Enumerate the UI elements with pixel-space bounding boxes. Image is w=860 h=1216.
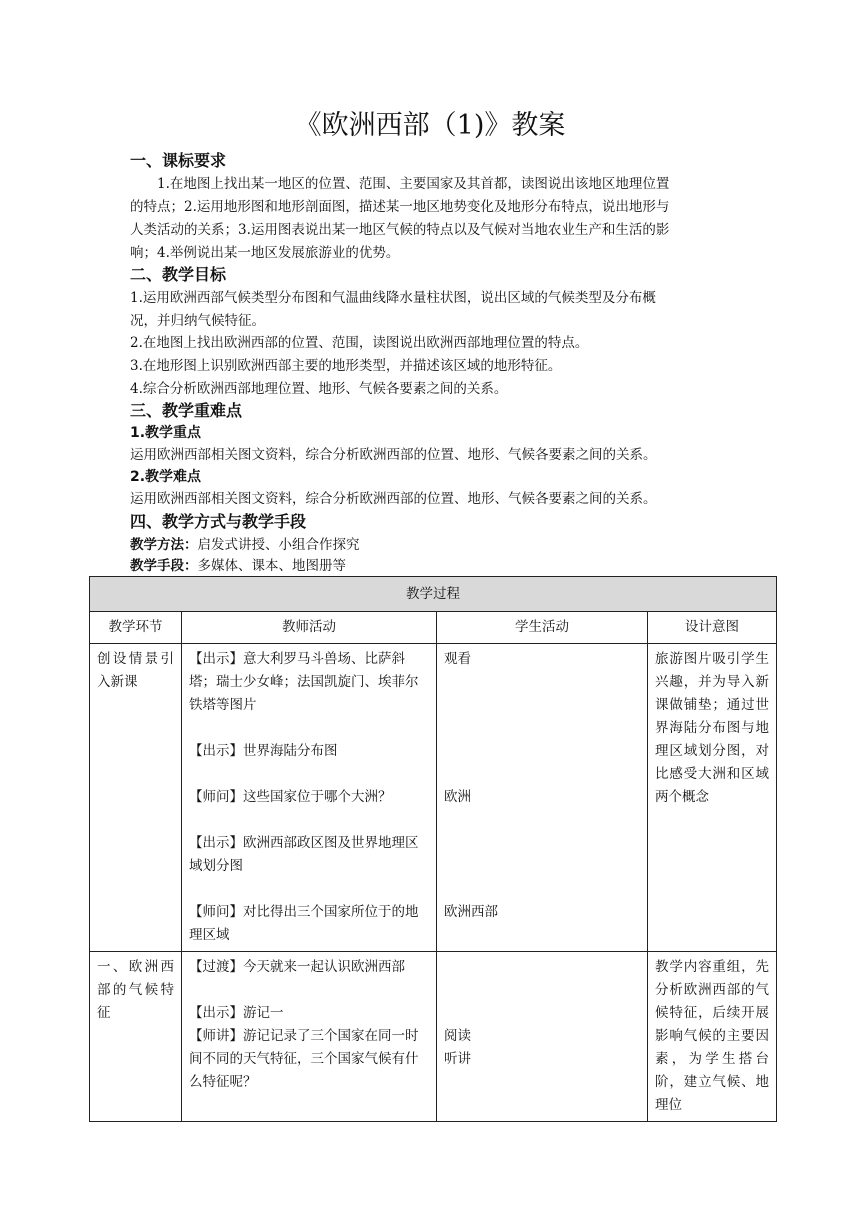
design-intent-cell: 旅游图片吸引学生兴趣，并为导入新课做铺垫；通过世界海陆分布图与地理区域划分图，对比感受大洲和区域两个概念 bbox=[648, 644, 777, 952]
student-activity-item: 观看 bbox=[444, 651, 471, 667]
page-title: 《欧洲西部（1)》教案 bbox=[294, 110, 566, 141]
teacher-activity-item: 【出示】世界海陆分布图 bbox=[189, 743, 338, 759]
objective-line-2: 况，并归纳气候特征。 bbox=[130, 313, 265, 329]
standards-line-3: 人类活动的关系；3.运用图表说出某一地区气候的特点以及气候对当地农业生产和生活的影 bbox=[130, 222, 670, 238]
teacher-activity-item: 【师问】这些国家位于哪个大洲？ bbox=[189, 789, 392, 805]
difficulty-label: 2.教学难点 bbox=[130, 469, 202, 485]
student-activity-item: 阅读 bbox=[444, 1028, 471, 1044]
standards-line-4: 响；4.举例说出某一地区发展旅游业的优势。 bbox=[130, 245, 400, 261]
teacher-activity-cell bbox=[182, 644, 437, 952]
teacher-activity-item: 【出示】意大利罗马斗兽场、比萨斜塔；瑞士少女峰；法国凯旋门、埃菲尔铁塔等图片 bbox=[189, 651, 419, 713]
objective-line-5: 4.综合分析欧洲西部地理位置、地形、气候各要素之间的关系。 bbox=[130, 381, 508, 397]
objective-line-4: 3.在地形图上识别欧洲西部主要的地形类型，并描述该区域的地形特征。 bbox=[130, 358, 562, 374]
table-row bbox=[90, 952, 777, 1122]
standards-line-1: 1.在地图上找出某一地区的位置、范围、主要国家及其首都，读图说出该地区地理位置 bbox=[157, 176, 670, 192]
stage-cell: 一、欧洲西部的气候特征 bbox=[90, 952, 182, 1122]
teacher-activity-item: 【出示】游记一 bbox=[189, 1005, 284, 1021]
student-activity-item: 欧洲西部 bbox=[444, 904, 498, 920]
teaching-method bbox=[130, 534, 360, 556]
section-heading-methods: 四、教学方式与教学手段 bbox=[130, 512, 307, 531]
table-row bbox=[90, 644, 777, 952]
objective-line-1: 1.运用欧洲西部气候类型分布图和气温曲线降水量柱状图，说出区域的气候类型及分布概 bbox=[130, 290, 656, 306]
key-point-text: 运用欧洲西部相关图文资料，综合分析欧洲西部的位置、地形、气候各要素之间的关系。 bbox=[130, 447, 657, 463]
standards-line-2: 的特点；2.运用地形图和地形剖面图，描述某一地区地势变化及地形分布特点，说出地形与 bbox=[130, 199, 670, 215]
teacher-activity-cell bbox=[182, 952, 437, 1122]
student-activity-cell bbox=[437, 644, 648, 952]
teaching-means bbox=[130, 555, 346, 577]
teaching-method-text: 启发式讲授、小组合作探究 bbox=[197, 537, 360, 553]
teaching-means-text: 多媒体、课本、地图册等 bbox=[197, 558, 346, 574]
table-caption: 教学过程 bbox=[90, 577, 777, 612]
header-design-intent: 设计意图 bbox=[648, 612, 777, 644]
difficulty-text: 运用欧洲西部相关图文资料，综合分析欧洲西部的位置、地形、气候各要素之间的关系。 bbox=[130, 491, 657, 507]
section-heading-standards: 一、课标要求 bbox=[130, 151, 227, 170]
key-point-label: 1.教学重点 bbox=[130, 425, 202, 441]
header-stage: 教学环节 bbox=[90, 612, 182, 644]
student-activity-item: 欧洲 bbox=[444, 789, 471, 805]
student-activity-cell bbox=[437, 952, 648, 1122]
teacher-activity-item: 【出示】欧洲西部政区图及世界地理区域划分图 bbox=[189, 835, 419, 874]
section-heading-key-points: 三、教学重难点 bbox=[130, 401, 243, 420]
section-heading-objectives: 二、教学目标 bbox=[130, 265, 227, 284]
stage-cell: 创设情景引入新课 bbox=[90, 644, 182, 952]
teaching-means-label: 教学手段： bbox=[130, 558, 198, 574]
table-caption-row bbox=[90, 577, 777, 612]
objective-line-3: 2.在地图上找出欧洲西部的位置、范围，读图说出欧洲西部地理位置的特点。 bbox=[130, 335, 589, 351]
teaching-method-label: 教学方法： bbox=[130, 537, 198, 553]
header-teacher-activity: 教师活动 bbox=[182, 612, 437, 644]
design-intent-cell: 教学内容重组，先分析欧洲西部的气候特征，后续开展影响气候的主要因素，为学生搭台阶，建立气候、地理位 bbox=[648, 952, 777, 1122]
student-activity-item: 听讲 bbox=[444, 1051, 471, 1067]
table-header-row bbox=[90, 612, 777, 644]
teacher-activity-item: 【师问】对比得出三个国家所位于的地理区域 bbox=[189, 904, 419, 943]
teacher-activity-item: 【师讲】游记记录了三个国家在同一时间不同的天气特征，三个国家气候有什么特征呢？ bbox=[189, 1028, 419, 1090]
teaching-process-table bbox=[89, 576, 777, 1122]
teacher-activity-item: 【过渡】今天就来一起认识欧洲西部 bbox=[189, 959, 405, 975]
header-student-activity: 学生活动 bbox=[437, 612, 648, 644]
